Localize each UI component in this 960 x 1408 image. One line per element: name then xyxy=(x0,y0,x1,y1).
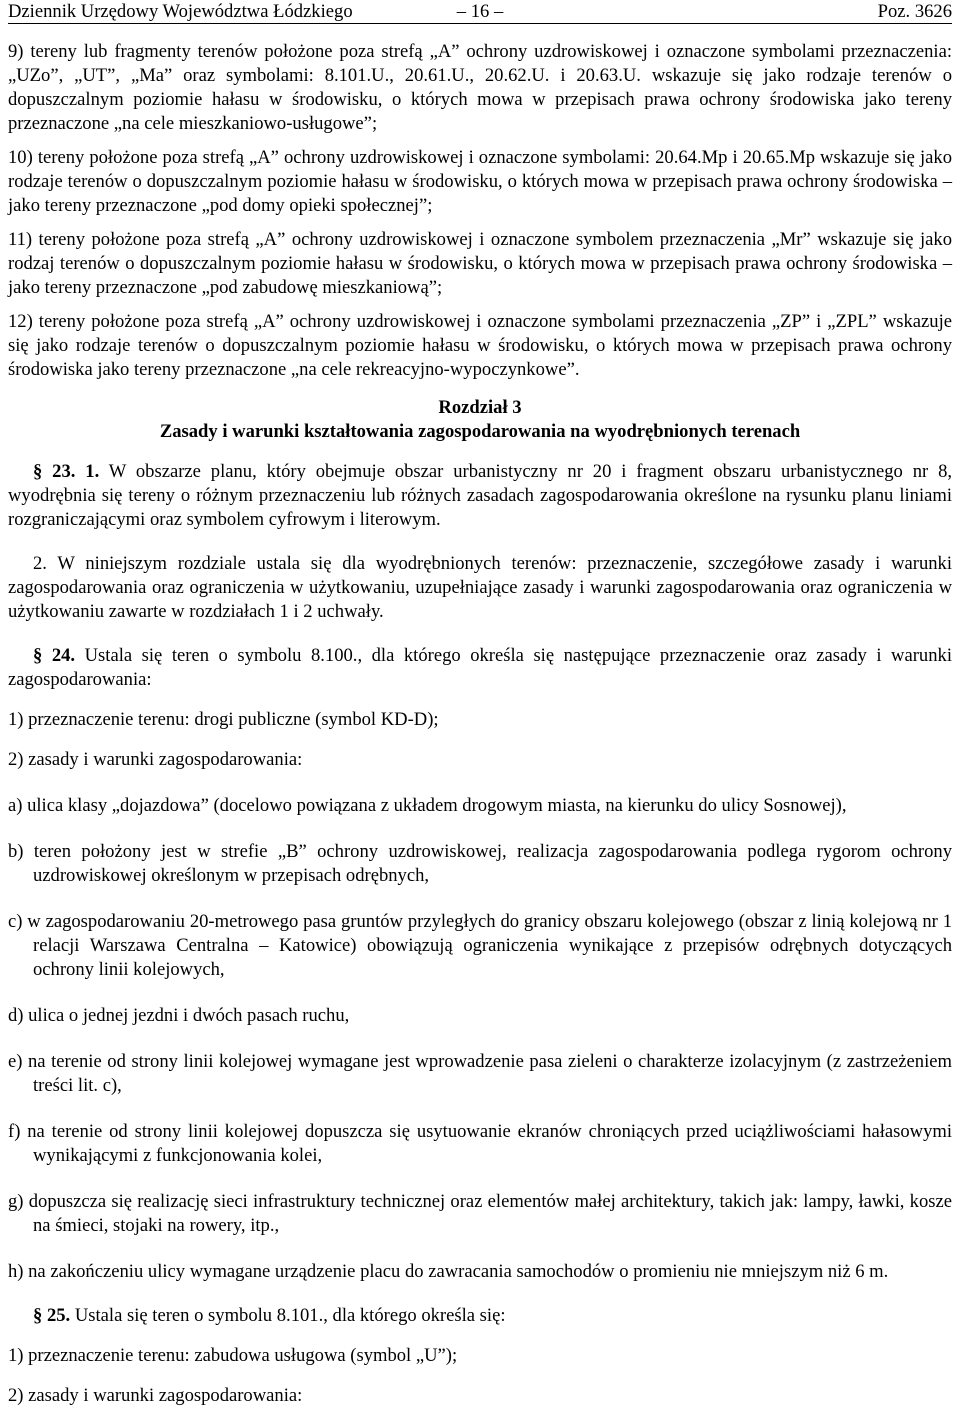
item-12: 12) tereny położone poza strefą „A” ochrony uzdrowiskowej i oznaczone symbolami przeznaczenia „ZP” i „ZPL” wskazuje się jako rodzaje terenów o dopuszczalnym poziomie hałasu w środowisku, o których mowa w przepisach prawa ochrony środowiska jako tereny przeznaczone „na cele rekreacyjno-wypoczynkowe”. xyxy=(8,311,952,380)
journal-title: Dziennik Urzędowy Województwa Łódzkiego xyxy=(8,1,353,22)
section-24-item-e: e) na terenie od strony linii kolejowej wymagane jest wprowadzenie pasa zieleni o charakterze izolacyjnym (z zastrzeżeniem treści lit. c), xyxy=(8,1051,952,1096)
item-10: 10) tereny położone poza strefą „A” ochrony uzdrowiskowej i oznaczone symbolami: 20.64.Mp i 20.65.Mp wskazuje się jako rodzaje terenów o dopuszczalnym poziomie hałasu w środowisku, o których mowa w przepisach prawa ochrony środowiska – jako tereny przeznaczone „pod domy opieki społecznej”; xyxy=(8,147,952,216)
section-23-para-2 xyxy=(8,552,952,624)
section-24-item-h: h) na zakończeniu ulicy wymagane urządzenie placu do zawracania samochodów o promieniu nie mniejszym niż 6 m. xyxy=(8,1261,889,1282)
section-24-item-2: 2) zasady i warunki zagospodarowania: xyxy=(8,749,303,770)
section-24-item-d: d) ulica o jednej jezdni i dwóch pasach ruchu, xyxy=(8,1005,350,1026)
section-23-para-1 xyxy=(8,460,952,532)
section-25-text: Ustala się teren o symbolu 8.101., dla którego określa się: xyxy=(70,1305,506,1326)
item-11: 11) tereny położone poza strefą „A” ochrony uzdrowiskowej i oznaczone symbolem przeznaczenia „Mr” wskazuje się jako rodzaj terenów o dopuszczalnym poziomie hałasu w środowisku, o których mowa w przepisach prawa ochrony środowiska – jako tereny przeznaczone „pod zabudowę mieszkaniową”; xyxy=(8,229,952,298)
section-24-item-c: c) w zagospodarowaniu 20-metrowego pasa gruntów przyległych do granicy obszaru kolejowego (obszar z linią kolejową nr 1 relacji Warszawa Centralna – Katowice) obowiązują ograniczenia wynikające z przepisów odrębnych dotyczących ochrony linii kolejowych, xyxy=(8,911,952,980)
section-23-label: § 23. 1. xyxy=(33,461,100,482)
section-24-item-g: g) dopuszcza się realizację sieci infrastruktury technicznej oraz elementów małej architektury, takich jak: lampy, ławki, kosze na śmieci, stojaki na rowery, itp., xyxy=(8,1191,952,1236)
document-body xyxy=(8,40,952,1408)
section-25-item-1: 1) przeznaczenie terenu: zabudowa usługowa (symbol „U”); xyxy=(8,1345,458,1366)
section-24-item-b: b) teren położony jest w strefie „B” ochrony uzdrowiskowej, realizacja zagospodarowania podlega rygorom ochrony uzdrowiskowej określonym w przepisach odrębnych, xyxy=(8,841,952,886)
section-23-p2-label: 2. xyxy=(33,553,47,574)
page-header xyxy=(8,0,952,24)
section-24-text: Ustala się teren o symbolu 8.100., dla którego określa się następujące przeznaczenie oraz zasady i warunki zagospodarowania: xyxy=(8,645,952,690)
section-24-item-a: a) ulica klasy „dojazdowa” (docelowo powiązana z układem drogowym miasta, na kierunku do ulicy Sosnowej), xyxy=(8,795,847,816)
section-24-intro xyxy=(8,644,952,692)
section-25-item-2: 2) zasady i warunki zagospodarowania: xyxy=(8,1385,303,1406)
section-24-label: § 24. xyxy=(33,645,76,666)
page-number: – 16 – xyxy=(456,1,504,22)
chapter-number: Rozdział 3 xyxy=(438,397,522,418)
section-24-item-1: 1) przeznaczenie terenu: drogi publiczne (symbol KD-D); xyxy=(8,709,439,730)
item-9: 9) tereny lub fragmenty terenów położone poza strefą „A” ochrony uzdrowiskowej i oznaczone symbolami przeznaczenia: „UZo”, „UT”, „Ma” oraz symbolami: 8.101.U., 20.61.U., 20.62.U. i 20.63.U. wskazuje się jako rodzaje terenów o dopuszczalnym poziomie hałasu w środowisku, o których mowa w przepisach prawa ochrony środowiska jako tereny przeznaczone „na cele mieszkaniowo-usługowe”; xyxy=(8,41,952,134)
section-25-label: § 25. xyxy=(33,1305,71,1326)
header-rule xyxy=(8,23,952,24)
chapter-title: Zasady i warunki kształtowania zagospodarowania na wyodrębnionych terenach xyxy=(159,421,801,442)
position-number: Poz. 3626 xyxy=(877,1,952,22)
section-24-item-f: f) na terenie od strony linii kolejowej dopuszcza się usytuowanie ekranów chroniących przed uciążliwościami hałasowymi wynikającymi z funkcjonowania kolei, xyxy=(8,1121,952,1166)
section-25-intro xyxy=(8,1304,952,1328)
section-23-p2-text: W niniejszym rozdziale ustala się dla wyodrębnionych terenów: przeznaczenie, szczegółowe zasady i warunki zagospodarowania oraz ograniczenia w użytkowaniu, uzupełniające zasady i warunki zagospodarowania oraz ograniczenia w użytkowaniu zawarte w rozdziałach 1 i 2 uchwały. xyxy=(8,553,952,622)
section-23-text: W obszarze planu, który obejmuje obszar urbanistyczny nr 20 i fragment obszaru urbanistycznego nr 8, wyodrębnia się tereny o różnym przeznaczeniu lub różnych zasadach zagospodarowania określone na rysunku planu liniami rozgraniczającymi oraz symbolem cyfrowym i literowym. xyxy=(8,461,953,530)
